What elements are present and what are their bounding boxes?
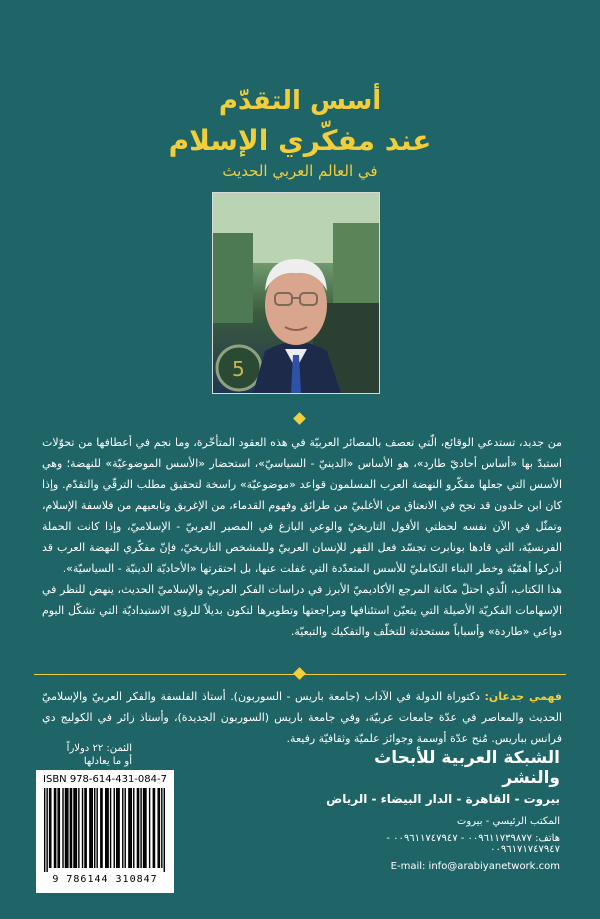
barcode-bar <box>67 788 68 868</box>
barcode-bar <box>70 788 71 868</box>
barcode-bar <box>131 788 132 868</box>
barcode-bar <box>138 788 139 868</box>
barcode-bar <box>78 788 79 868</box>
barcode-bar <box>122 788 123 868</box>
barcode-bar <box>129 788 130 868</box>
barcode-bar <box>59 788 60 868</box>
barcode-bar <box>125 788 126 868</box>
barcode-bar <box>110 788 111 868</box>
barcode-bar <box>145 788 146 868</box>
book-description <box>42 432 562 642</box>
barcode-bar <box>44 788 45 872</box>
publisher-phone: هاتف: ٠٠٩٦١١٧٣٩٨٧٧ - ٠٠٩٦١١٧٤٧٩٤٧ - ٠٠٩٦١٧١٧٤٧٩٤٧ <box>386 833 560 855</box>
barcode-bar <box>164 788 165 872</box>
barcode-bar <box>66 788 67 868</box>
barcode-bar <box>50 788 51 868</box>
barcode-bar <box>117 788 118 868</box>
barcode-bar <box>106 788 107 868</box>
isbn-number: ISBN 978-614-431-084-7 <box>43 774 167 785</box>
price-label <box>36 742 132 768</box>
author-name: فهمي جدعان: <box>484 690 563 703</box>
barcode-bar <box>65 788 66 868</box>
barcode-bar <box>62 788 63 868</box>
description-paragraph-2: هذا الكتاب، الّذي احتلّ مكانة المرجع الأكاديميّ الأبرز في دراسات الفكر العربيّ والإسلاميّ الحديث، ينهض للنظر في الإسهامات الفكريّة الأصيلة التي يتعيّن استئنافها ومراجعتها وتطويرها لتكون بديلاً للرؤى الاستبداديّة التي تشكّل اليوم دواعي «طاردة» وأسباباً مستحدثة للتخلّف والتفكيك والتبعيّة. <box>42 583 562 638</box>
barcode-bar <box>105 788 106 868</box>
book-title-line-2: عند مفكّري الإسلام <box>168 124 432 157</box>
barcode-bar <box>89 788 90 868</box>
barcode-bar <box>101 788 102 868</box>
description-paragraph-1: من جديد، تستدعي الوقائع، الّتي تعصف بالمصائر العربيّة في هذه العقود المتأخّرة، وما نجم في أعطافها من تحوّلات استبدّ بها «أساس أحاديّ طارد»، هو الأساس «الدينيّ - السياسيّ»، استحضار «الأسس الموضوعيّة» للنهضة؛ وهي الأسس التي جعلها مفكّرو النهضة العرب المسلمون قواعد «موضوعيّة» راسخة لتحقيق مطلب الترقّي والتقدّم. وإذا كان ابن خلدون قد نجح في الانعتاق من الأغلبيّ من طرائق وفهوم القدماء، من الإغريق وتابعيهم من فلاسفة الإسلام، وتمثّل في الآن نفسه لحظتي الأفول التاريخيّ والوعي البازغ في المصير العربيّ - الإسلاميّ، وإذا كانت الحملة الفرنسيّة، التي قادها بونابرت تجسّد فعل القهر للإنسان العربيّ وللمشخص التاريخيّ، فإنّ مفكّري النهضة العرب قد أدركوا أهمّيّة وخطر البناء التكامليّ للأسس المتعدّدة التي غفلت عنها، بل احتقرتها «الأحاديّة الدينيّة - السياسيّة». <box>42 436 562 575</box>
barcode-bar <box>71 788 72 868</box>
barcode-bars <box>44 788 166 872</box>
barcode-bar <box>154 788 155 868</box>
price-line-1: الثمن: ٢٢ دولاراً <box>66 743 132 754</box>
barcode-bar <box>159 788 160 868</box>
svg-text:5: 5 <box>232 357 245 381</box>
barcode-bar <box>75 788 76 868</box>
barcode-bar <box>49 788 50 868</box>
barcode-bar <box>73 788 74 868</box>
publisher-name: الشبكة العربية للأبحاث والنشر <box>374 748 560 788</box>
barcode-box <box>36 770 174 893</box>
barcode-bar <box>161 788 162 868</box>
barcode-bar <box>55 788 56 868</box>
barcode-bar <box>100 788 101 868</box>
ornament-diamond-1 <box>293 412 306 425</box>
book-subtitle: في العالم العربي الحديث <box>222 162 378 180</box>
barcode-bar <box>157 788 158 868</box>
barcode-bar <box>46 788 47 872</box>
publisher-info <box>320 748 560 872</box>
barcode-bar <box>94 788 95 868</box>
barcode-bar <box>84 788 85 868</box>
price-line-2: أو ما يعادلها <box>83 756 132 767</box>
barcode-bar <box>85 788 86 868</box>
barcode-bar <box>107 788 108 868</box>
barcode-bar <box>144 788 145 868</box>
book-title-line-1: أسس التقدّم <box>218 86 382 116</box>
publisher-email: E-mail: info@arabiyanetwork.com <box>390 861 560 872</box>
publisher-cities: بيروت - القاهرة - الدار البيضاء - الرياض <box>326 792 560 806</box>
barcode-bar <box>153 788 154 868</box>
publisher-office: المكتب الرئيسي - بيروت <box>456 816 560 827</box>
barcode-bar <box>96 788 97 868</box>
author-photo <box>212 192 380 394</box>
ornament-diamond-2 <box>293 667 306 680</box>
barcode-bar <box>82 788 83 868</box>
barcode-digits: 9 786144 310847 <box>52 874 158 885</box>
author-bio <box>42 686 562 749</box>
author-bio-text: دكتوراة الدولة في الآداب (جامعة باريس - السوربون). أستاذ الفلسفة والفكر العربيّ والإسلاميّ الحديث والمعاصر في عدّة جامعات عربيّة، وفي جامعة باريس (السوربون الجديدة)، وأستاذ زائر في الكوليج دي فرانس بباريس. مُنح عدّة أوسمة وجوائز علميّة وثقافيّة رفيعة. <box>42 690 562 745</box>
barcode-bar <box>128 788 129 868</box>
barcode-bar <box>140 788 141 868</box>
barcode-bar <box>54 788 55 868</box>
barcode-bar <box>137 788 138 868</box>
barcode-bar <box>57 788 58 868</box>
barcode-bar <box>118 788 119 868</box>
barcode-bar <box>133 788 134 868</box>
barcode-bar <box>92 788 93 868</box>
barcode-bar <box>116 788 117 868</box>
barcode-bar <box>143 788 144 868</box>
barcode-bar <box>76 788 77 868</box>
barcode-bar <box>114 788 115 868</box>
barcode-bar <box>90 788 91 868</box>
barcode-bar <box>149 788 150 868</box>
